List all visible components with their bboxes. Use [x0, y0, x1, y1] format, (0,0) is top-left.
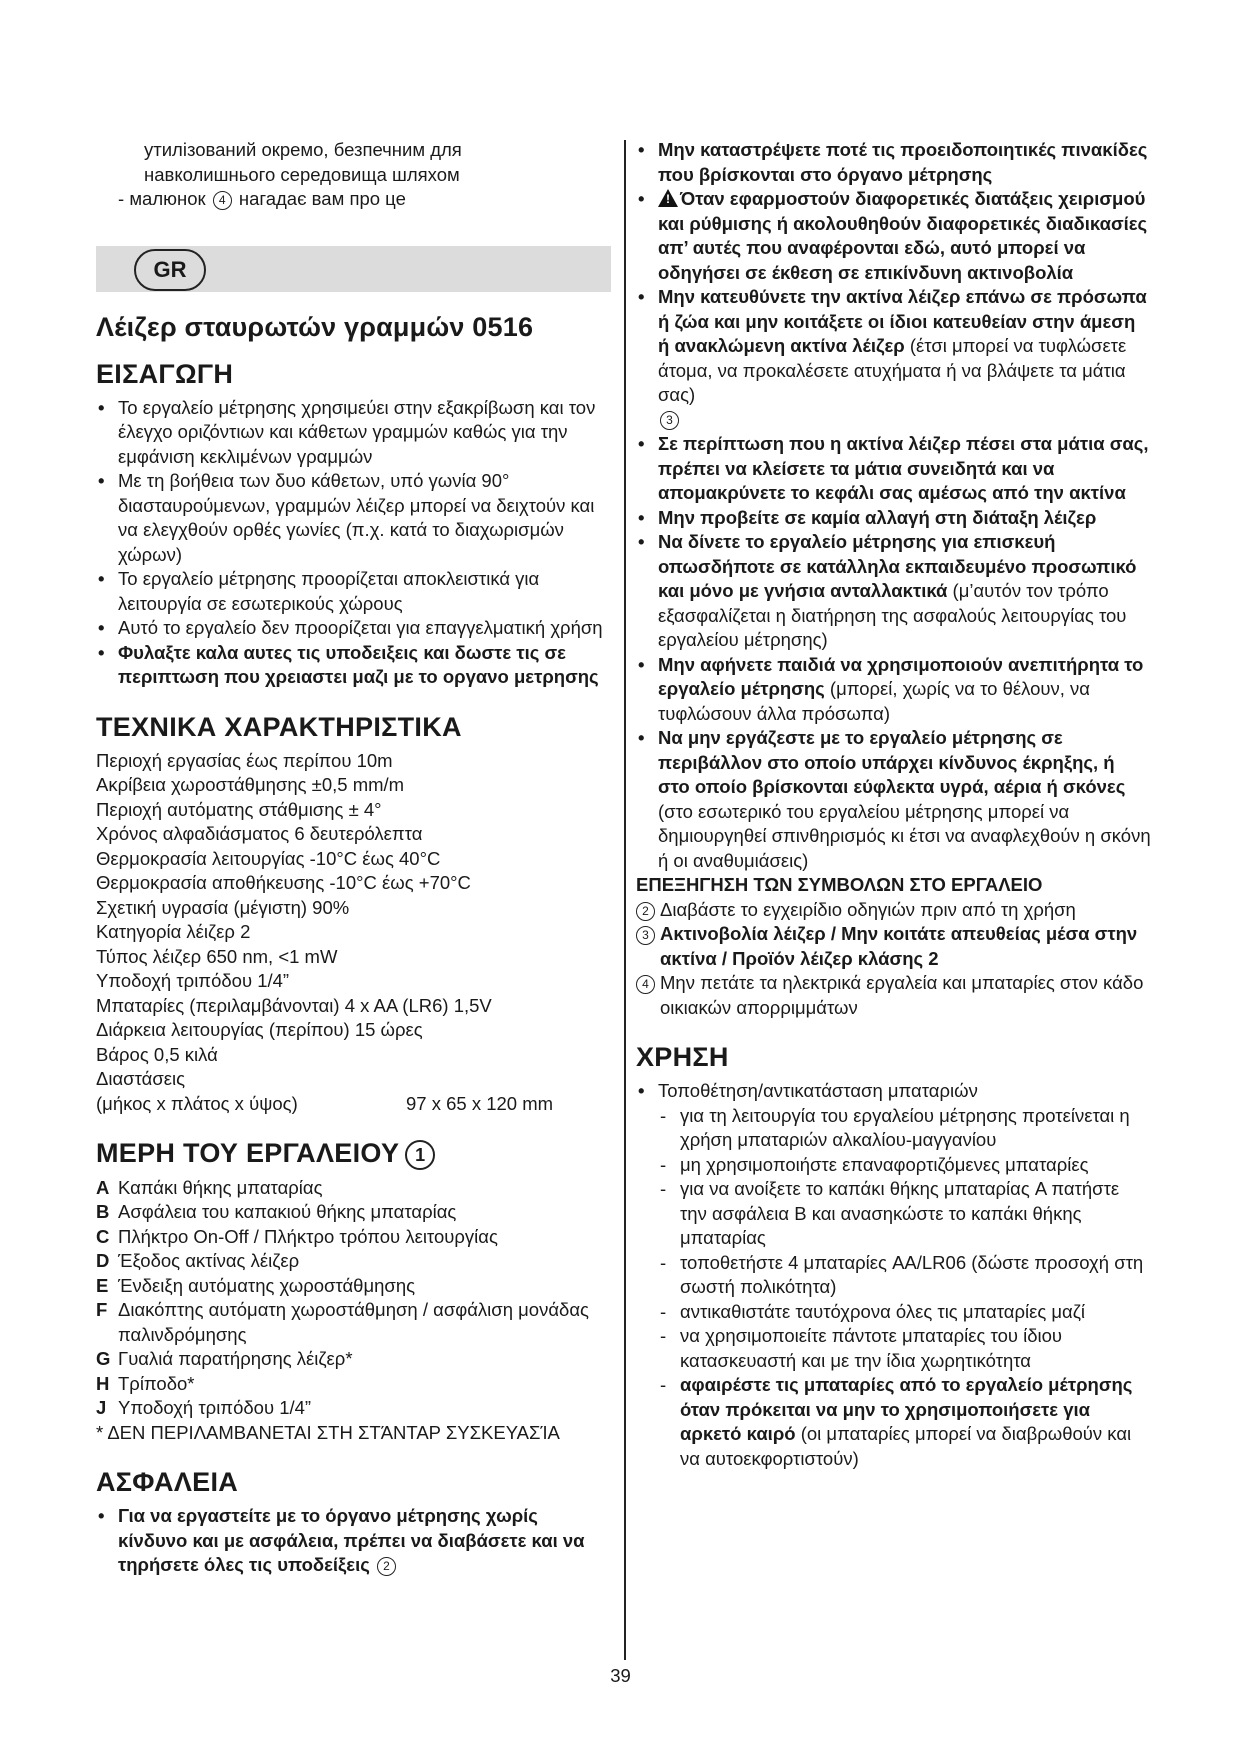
figure-1-reference: 1 — [405, 1140, 435, 1170]
symbol-item: 2 Διαβάστε το εγχειρίδιο οδηγιών πριν από τη χρήση — [636, 898, 1151, 923]
intro-bullet: • Αυτό το εργαλείο δεν προορίζεται για επαγγελματική χρήση — [96, 616, 611, 641]
spec-line: Περιοχή εργασίας έως περίπου 10m — [96, 749, 393, 771]
intro-bullet: • Το εργαλείο μέτρησης προορίζεται αποκλειστικά για λειτουργία σε εσωτερικούς χώρους — [96, 567, 611, 616]
symbol-item: 3 Ακτινοβολία λέιζερ / Μην κοιτάτε απευθείας μέσα στην ακτίνα / Προϊόν λέιζερ κλάσης 2 — [636, 922, 1151, 971]
use-step: - για τη λειτουργία του εργαλείου μέτρησης προτείνεται η χρήση μπαταριών αλκαλίου-μαγγανίου — [636, 1104, 1151, 1153]
safety-bullet: • ! Όταν εφαρμοστούν διαφορετικές διατάξεις χειρισμού και ρύθμισης ή ακολουθηθούν διαφορετικές διαδικασίες απ’ αυτές που αναφέρονται εδώ, αυτό μπορεί να οδηγήσει σε έκθεση σε επικίνδυνη ακτινοβολία — [636, 187, 1151, 285]
use-step: - μη χρησιμοποιήστε επαναφορτιζόμενες μπαταρίες — [636, 1153, 1151, 1178]
part-item: G Γυαλιά παρατήρησης λέιζερ* — [96, 1348, 353, 1370]
parts-list — [96, 1176, 611, 1446]
language-bar — [96, 246, 611, 292]
spec-line: Μπαταρίες (περιλαμβάνονται) 4 x AA (LR6) 1,5V — [96, 994, 492, 1016]
symbol-2-reference: 2 — [377, 1557, 396, 1576]
left-column — [96, 138, 611, 1578]
part-item: E Ένδειξη αυτόματης χωροστάθμησης — [96, 1274, 416, 1296]
spec-dimensions: (μήκος x πλάτος x ύψος) 97 x 65 x 120 mm — [96, 1092, 554, 1114]
use-step: - αφαιρέστε τις μπαταρίες από το εργαλείο μέτρησης όταν πρόκειται να μην το χρησιμοποιήσετε για αρκετό καιρό (οι μπαταρίες μπορεί να διαβρωθούν και να αυτοεκφορτιστούν) — [636, 1373, 1151, 1471]
safety-bullet: • Μην κατευθύνετε την ακτίνα λέιζερ επάνω σε πρόσωπα ή ζώα και μην κοιτάξετε οι ίδιοι κατευθείαν στην άμεση ή ανακλώμενη ακτίνα λέιζερ (έτσι μπορεί να τυφλώσετε άτομα, να προκαλέσετε ατυχήματα ή να βλάψετε τα μάτια σας) 3 — [636, 285, 1151, 432]
safety-bullet: • Μην αφήνετε παιδιά να χρησιμοποιούν ανεπιτήρητα το εργαλείο μέτρησης (μπορεί, χωρίς να το θέλουν, να τυφλώσουν άλλα πρόσωπα) — [636, 653, 1151, 727]
intro-continuation: утилізований окремо, безпечним для навколишнього середовища шляхом — [144, 139, 462, 185]
spec-line: Θερμοκρασία αποθήκευσης -10°C έως +70°C — [96, 872, 471, 893]
column-divider — [624, 140, 626, 1660]
spec-line: Κατηγορία λέιζερ 2 — [96, 921, 251, 942]
spec-line: Χρόνος αλφαδιάσματος 6 δευτερόλεπτα — [96, 823, 423, 844]
page-number: 39 — [610, 1665, 631, 1686]
spec-line: Διάρκεια λειτουργίας (περίπου) 15 ώρες — [96, 1019, 423, 1040]
figure-4-reference: 4 — [213, 191, 232, 210]
spec-line: Θερμοκρασία λειτουργίας -10°C έως 40°C — [96, 847, 441, 869]
symbol-item: 4 Μην πετάτε τα ηλεκτρικά εργαλεία και μπαταρίες στον κάδο οικιακών απορριμμάτων — [636, 971, 1151, 1020]
use-bullet: • Τοποθέτηση/αντικατάσταση μπαταριών — [636, 1079, 1151, 1104]
safety-bullet: • Μην προβείτε σε καμία αλλαγή στη διάταξη λέιζερ — [636, 506, 1151, 531]
use-step: - για να ανοίξετε το καπάκι θήκης μπαταρίας A πατήστε την ασφάλεια B και ανασηκώστε το καπάκι θήκης μπαταρίας — [636, 1177, 1151, 1251]
part-item: J Υποδοχή τριπόδου 1/4” — [96, 1397, 312, 1419]
document-title: Λέιζερ σταυρωτών γραμμών 0516 — [96, 311, 534, 342]
part-item: D Έξοδος ακτίνας λέιζερ — [96, 1250, 300, 1272]
spec-line: Ακρίβεια χωροστάθμησης ±0,5 mm/m — [96, 774, 405, 795]
safety-bullet: • Μην καταστρέψετε ποτέ τις προειδοποιητικές πινακίδες που βρίσκονται στο όργανο μέτρησης — [636, 138, 1151, 187]
spec-line: Διαστάσεις — [96, 1068, 186, 1089]
part-item: F Διακόπτης αυτόματη χωροστάθμηση / ασφάλιση μονάδας παλινδρόμησης — [96, 1299, 589, 1345]
right-column — [636, 138, 1151, 1471]
spec-line: Περιοχή αυτόματης στάθμισης ± 4° — [96, 798, 382, 820]
use-heading: ΧΡΗΣΗ — [636, 1042, 729, 1072]
part-item: A Καπάκι θήκης μπαταρίας — [96, 1176, 323, 1198]
intro-dash-line: - малюнок 4 нагадає вам про це — [118, 188, 406, 209]
safety-bullet: • Σε περίπτωση που η ακτίνα λέιζερ πέσει στα μάτια σας, πρέπει να κλείσετε τα μάτια συνειδητά και να απομακρύνετε το κεφάλι σας αμέσως από την ακτίνα — [636, 432, 1151, 506]
part-item: H Τρίποδο* — [96, 1372, 195, 1394]
use-step: - τοποθετήστε 4 μπαταρίες AA/LR06 (δώστε προσοχή στη σωστή πολικότητα) — [636, 1251, 1151, 1300]
parts-heading: ΜΕΡΗ ΤΟΥ ΕΡΓΑΛΕΙΟΥ 1 — [96, 1138, 611, 1170]
tech-specs-heading: ΤΕΧΝΙΚΑ ΧΑΡΑΚΤΗΡΙΣΤΙΚΑ — [96, 711, 462, 742]
use-step: - να χρησιμοποιείτε πάντοτε μπαταρίες του ίδιου κατασκευαστή και με την ίδια χωρητικότητα — [636, 1324, 1151, 1373]
safety-heading: ΑΣΦΑΛΕΙΑ — [96, 1467, 239, 1498]
symbols-heading: ΕΠΕΞΗΓΗΣΗ ΤΩΝ ΣΥΜΒΟΛΩΝ ΣΤΟ ΕΡΓΑΛΕΙΟ — [636, 874, 1043, 895]
symbol-3-reference: 3 — [660, 411, 679, 430]
use-step: - αντικαθιστάτε ταυτόχρονα όλες τις μπαταρίες μαζί — [636, 1300, 1151, 1325]
language-badge: GR — [134, 249, 206, 291]
warning-triangle-icon: • ! — [658, 189, 678, 207]
intro-bold-bullet: • Φυλαξτε καλα αυτες τις υποδειξεις και δωστε τις σε περιπτωση που χρειαστει μαζι με το οργανο μετρησης — [96, 641, 611, 690]
safety-bullet: • Να μην εργάζεστε με το εργαλείο μέτρησης σε περιβάλλον στο οποίο υπάρχει κίνδυνος έκρηξης, ή στο οποίο βρίσκονται εύφλεκτα υγρά, αέρια ή σκόνες (στο εσωτερικό του εργαλείου μέτρησης μπορεί να δημιουργηθεί σπινθηρισμός κι έτσι να αναφλεχθούν η σκόνη ή οι αναθυμιάσεις) — [636, 726, 1151, 873]
part-item: C Πλήκτρο On-Off / Πλήκτρο τρόπου λειτουργίας — [96, 1225, 498, 1247]
intro-heading: ΕΙΣΑΓΩΓΗ — [96, 358, 234, 389]
intro-bullet: • Το εργαλείο μέτρησης χρησιμεύει στην εξακρίβωση και τον έλεγχο οριζόντιων και κάθετων γραμμών καθώς για την εμφάνιση κεκλιμένων γραμμών — [96, 396, 611, 470]
spec-line: Σχετική υγρασία (μέγιστη) 90% — [96, 896, 350, 918]
spec-line: Τύπος λέιζερ 650 nm, <1 mW — [96, 945, 338, 967]
parts-note: * ΔΕΝ ΠΕΡΙΛΑΜΒΑΝΕΤΑΙ ΣΤΗ ΣΤΆΝΤΑΡ ΣΥΣΚΕΥΑΣΊΑ — [96, 1421, 560, 1443]
spec-line: Βάρος 0,5 κιλά — [96, 1043, 218, 1065]
safety-bullet: • Να δίνετε το εργαλείο μέτρησης για επισκευή οπωσδήποτε σε κατάλληλα εκπαιδευμένο προσωπικό και μόνο με γνήσια ανταλλακτικά (μ’αυτόν τον τρόπο εξασφαλίζεται η διατήρηση της ασφαλούς λειτουργίας του εργαλείου μέτρησης) — [636, 530, 1151, 653]
spec-line: Υποδοχή τριπόδου 1/4” — [96, 970, 290, 991]
part-item: B Ασφάλεια του καπακιού θήκης μπαταρίας — [96, 1201, 457, 1223]
safety-bullet: • Για να εργαστείτε με το όργανο μέτρησης χωρίς κίνδυνο και με ασφάλεια, πρέπει να διαβάσετε και να τηρήσετε όλες τις υποδείξεις 2 — [96, 1504, 611, 1578]
intro-bullet: • Με τη βοήθεια των δυο κάθετων, υπό γωνία 90° διασταυρούμενων, γραμμών λέιζερ μπορεί να δειχτούν και να ελεγχθούν ορθές γωνίες (π.χ. κατά το διαχωρισμών χώρων) — [96, 469, 611, 567]
tech-specs-list — [96, 749, 611, 1117]
